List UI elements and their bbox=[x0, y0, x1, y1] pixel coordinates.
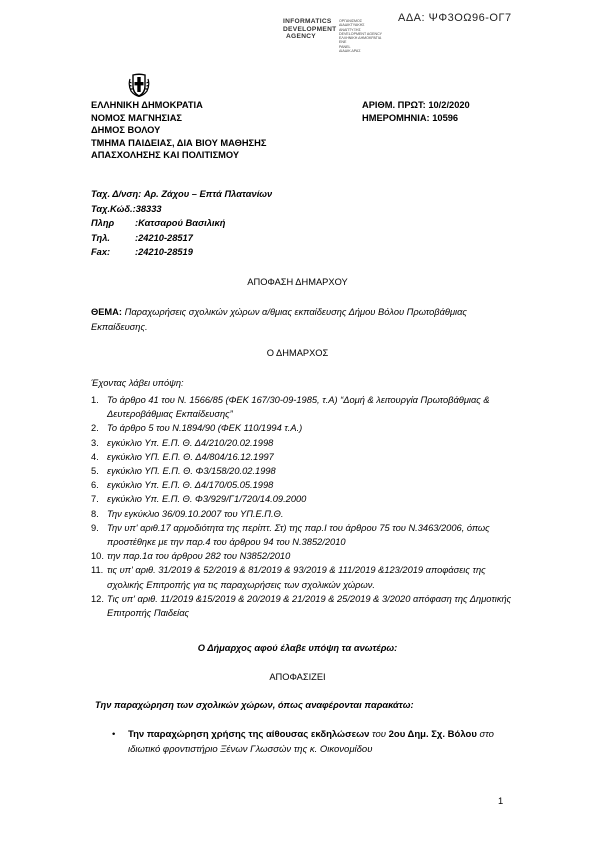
list-item: 12. Τις υπ' αριθ. 11/2019 &15/2019 & 20/2019 & 21/2019 & 25/2019 & 3/2020 απόφαση της Δημοτικής Επιτροπής Παιδείας bbox=[91, 593, 512, 619]
mayor-title: Ο ΔΗΜΑΡΧΟΣ bbox=[266, 348, 329, 358]
allocation-bullet-text: Την παραχώρηση χρήσης της αίθουσας εκδηλώσεων του 2ου Δημ. Σχ. Βόλου στο ιδιωτικό φροντιστήριο Ξένων Γλωσσών της κ. Οικονομίδου bbox=[128, 729, 494, 755]
contact-details: Ταχ. Δ/νση: Αρ. Ζάχου – Επτά Πλατανίων Ταχ.Κώδ.: 38333 Πληρ :Κατσαρού Βασιλική Τηλ. :24210-28517 Fax: :24210-28519 bbox=[91, 189, 273, 257]
decision-title: ΑΠΟΦΑΣΗ ΔΗΜΑΡΧΟΥ bbox=[247, 277, 348, 287]
subject-line: ΘΕΜΑ: Παραχωρήσεις σχολικών χώρων α/θμιας εκπαίδευσης Δήμου Βόλου Πρωτοβάθμιας Εκπαίδευσης. bbox=[91, 307, 467, 332]
bullet-icon: • bbox=[112, 729, 116, 740]
list-item: 2. Το άρθρο 5 του Ν.1894/90 (ΦΕΚ 110/1994 τ.Α.) bbox=[91, 423, 303, 434]
list-item: 1. Το άρθρο 41 του Ν. 1566/85 (ΦΕΚ 167/30-09-1985, τ.Α) “Δομή & λειτουργία Πρωτοβάθμιας & Δευτεροβάθμιας Εκπαίδευσης” bbox=[91, 395, 490, 420]
considerations-heading: Έχοντας λάβει υπόψη: bbox=[91, 378, 184, 388]
allocation-intro: Την παραχώρηση των σχολικών χώρων, όπως αναφέρονται παρακάτω: bbox=[95, 700, 414, 710]
list-item: 7. εγκύκλιο Υπ. Ε.Π. Θ. Φ3/929/Γ1/720/14.09.2000 bbox=[91, 494, 307, 505]
after-considering-heading: Ο Δήμαρχος αφού έλαβε υπόψη τα ανωτέρω: bbox=[197, 643, 398, 653]
list-item: 8. Την εγκύκλιο 36/09.10.2007 του ΥΠ.Ε.Π.Θ. bbox=[91, 508, 284, 519]
list-item: 3. εγκύκλιο Υπ. Ε.Π. Θ. Δ4/210/20.02.1998 bbox=[91, 437, 274, 448]
greek-republic-emblem-icon bbox=[127, 73, 151, 97]
informatics-agency-logo bbox=[283, 18, 403, 54]
list-item: 10. την παρ.1α του άρθρου 282 του Ν3852/2010 bbox=[91, 551, 291, 562]
decides-heading: ΑΠΟΦΑΣΙΖΕΙ bbox=[269, 672, 326, 682]
list-item: 11. τις υπ' αριθ. 31/2019 & 52/2019 & 81/2019 & 93/2019 & 111/2019 &123/2019 αποφάσεις της σχολικής Επιτροπής για τις παραχωρήσεις των σχολικών χώρων. bbox=[91, 565, 486, 590]
logo-english-text: INFORMATICS DEVELOPMENT AGENCY bbox=[283, 18, 337, 41]
list-item: 9. Την υπ' αριθ.17 αρμοδιότητα της περίπτ. Στ) της παρ.Ι του άρθρου 75 του Ν.3463/2006, όπως προστέθηκε με την παρ.4 του άρθρου 94 του Ν.3852/2010 bbox=[91, 522, 490, 548]
logo-greek-text: ΟΡΓΑΝΙΣΜΟΣ ΔΙΑΔΙΚΤΥΑΚΗΣ ΑΝΑΠΤΥΞΗΣ DEVELOPMENT AGENCY ΕΛΛΗΝΙΚΗ ΔΗΜΟΚΡΑΤΙΑ ΕΝΕ PANEL ΔΙΑΔΙΚ ΔΡΑΣ bbox=[339, 19, 383, 54]
ada-code: ΑΔΑ: ΨΦ3ΟΩ96-ΟΓ7 bbox=[398, 12, 512, 24]
list-item: 6. εγκύκλιο Υπ. Ε.Π. Θ. Δ4/170/05.05.1998 bbox=[91, 480, 274, 491]
allocation-bullet-item bbox=[112, 728, 512, 757]
list-item: 5. εγκύκλιο ΥΠ. Ε.Π. Θ. Φ3/158/20.02.1998 bbox=[91, 466, 276, 477]
page-number: 1 bbox=[498, 796, 504, 806]
protocol-header: ΑΡΙΘΜ. ΠΡΩΤ: 10/2/2020 ΗΜΕΡΟΜΗΝΙΑ: 10596 bbox=[362, 100, 470, 123]
considerations-list bbox=[91, 393, 521, 620]
issuer-header: ΕΛΛΗΝΙΚΗ ΔΗΜΟΚΡΑΤΙΑ ΝΟΜΟΣ ΜΑΓΝΗΣΙΑΣ ΔΗΜΟΣ ΒΟΛΟΥ ΤΜΗΜΑ ΠΑΙΔΕΙΑΣ, ΔΙΑ ΒΙΟΥ ΜΑΘΗΣΗΣ ΑΠΑΣΧΟΛΗΣΗΣ ΚΑΙ ΠΟΛΙΤΙΣΜΟΥ bbox=[91, 100, 267, 160]
list-item: 4. εγκύκλιο ΥΠ. Ε.Π. Θ. Δ4/804/16.12.1997 bbox=[91, 451, 274, 462]
